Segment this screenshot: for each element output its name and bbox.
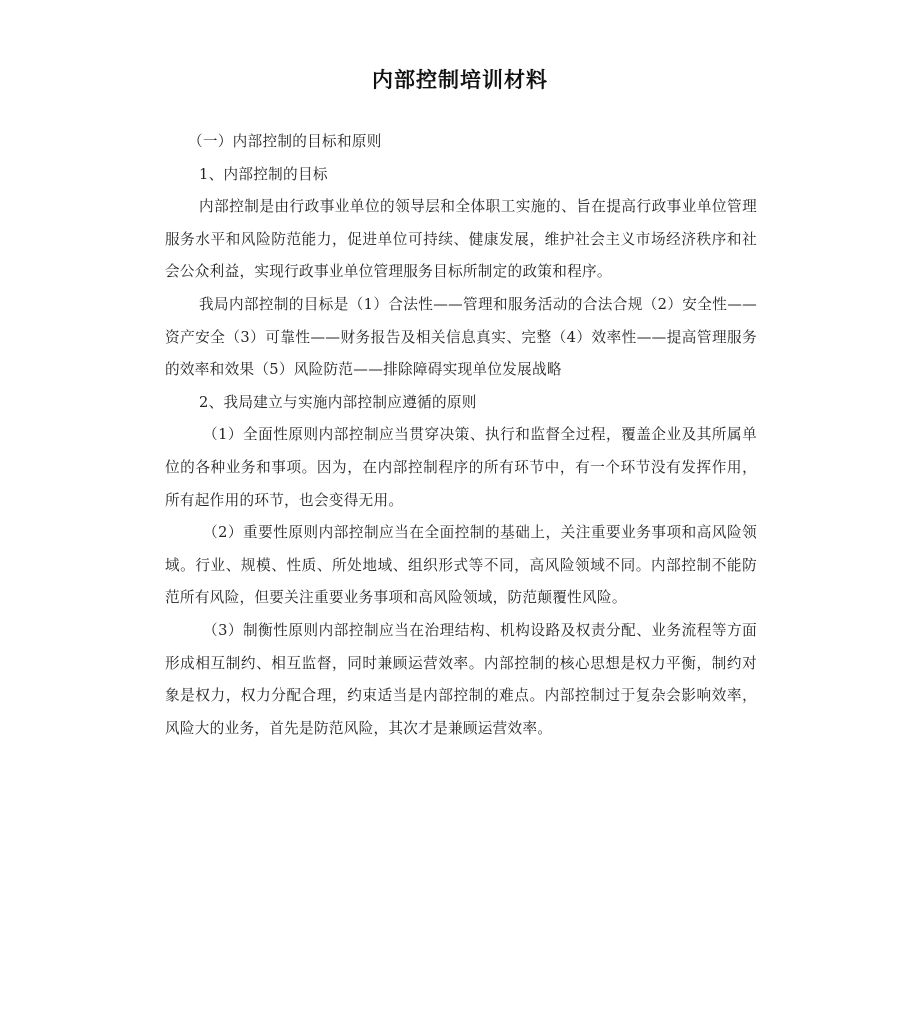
subsection-heading-principles: 2、我局建立与实施内部控制应遵循的原则 — [199, 393, 477, 411]
subsection-heading-goals: 1、内部控制的目标 — [199, 165, 328, 183]
paragraph-definition: 内部控制是由行政事业单位的领导层和全体职工实施的、旨在提高行政事业单位管理服务水平和风险防范能力，促进单位可持续、健康发展，维护社会主义市场经济秩序和社会公众利益，实现行政事业单位管理服务目标所制定的政策和程序。 — [165, 198, 757, 281]
document-title: 内部控制培训材料 — [372, 68, 548, 92]
paragraph-principle-1: （1）全面性原则内部控制应当贯穿决策、执行和监督全过程，覆盖企业及其所属单位的各种业务和事项。因为，在内部控制程序的所有环节中，有一个环节没有发挥作用，所有起作用的环节，也会变得无用。 — [165, 426, 757, 509]
document-body — [165, 126, 757, 745]
section-heading: （一）内部控制的目标和原则 — [188, 133, 382, 150]
paragraph-goals: 我局内部控制的目标是（1）合法性——管理和服务活动的合法合规（2）安全性——资产安全（3）可靠性——财务报告及相关信息真实、完整（4）效率性——提高管理服务的效率和效果（5）风险防范——排除障碍实现单位发展战略 — [165, 295, 757, 379]
paragraph-principle-3: （3）制衡性原则内部控制应当在治理结构、机构设路及权责分配、业务流程等方面形成相互制约、相互监督，同时兼顾运营效率。内部控制的核心思想是权力平衡，制约对象是权力，权力分配合理，约束适当是内部控制的难点。内部控制过于复杂会影响效率，风险大的业务，首先是防范风险，其次才是兼顾运营效率。 — [165, 621, 757, 737]
paragraph-principle-2: （2）重要性原则内部控制应当在全面控制的基础上，关注重要业务事项和高风险领域。行业、规模、性质、所处地域、组织形式等不同，高风险领域不同。内部控制不能防范所有风险，但要关注重要业务事项和高风险领域，防范颠覆性风险。 — [165, 524, 757, 607]
